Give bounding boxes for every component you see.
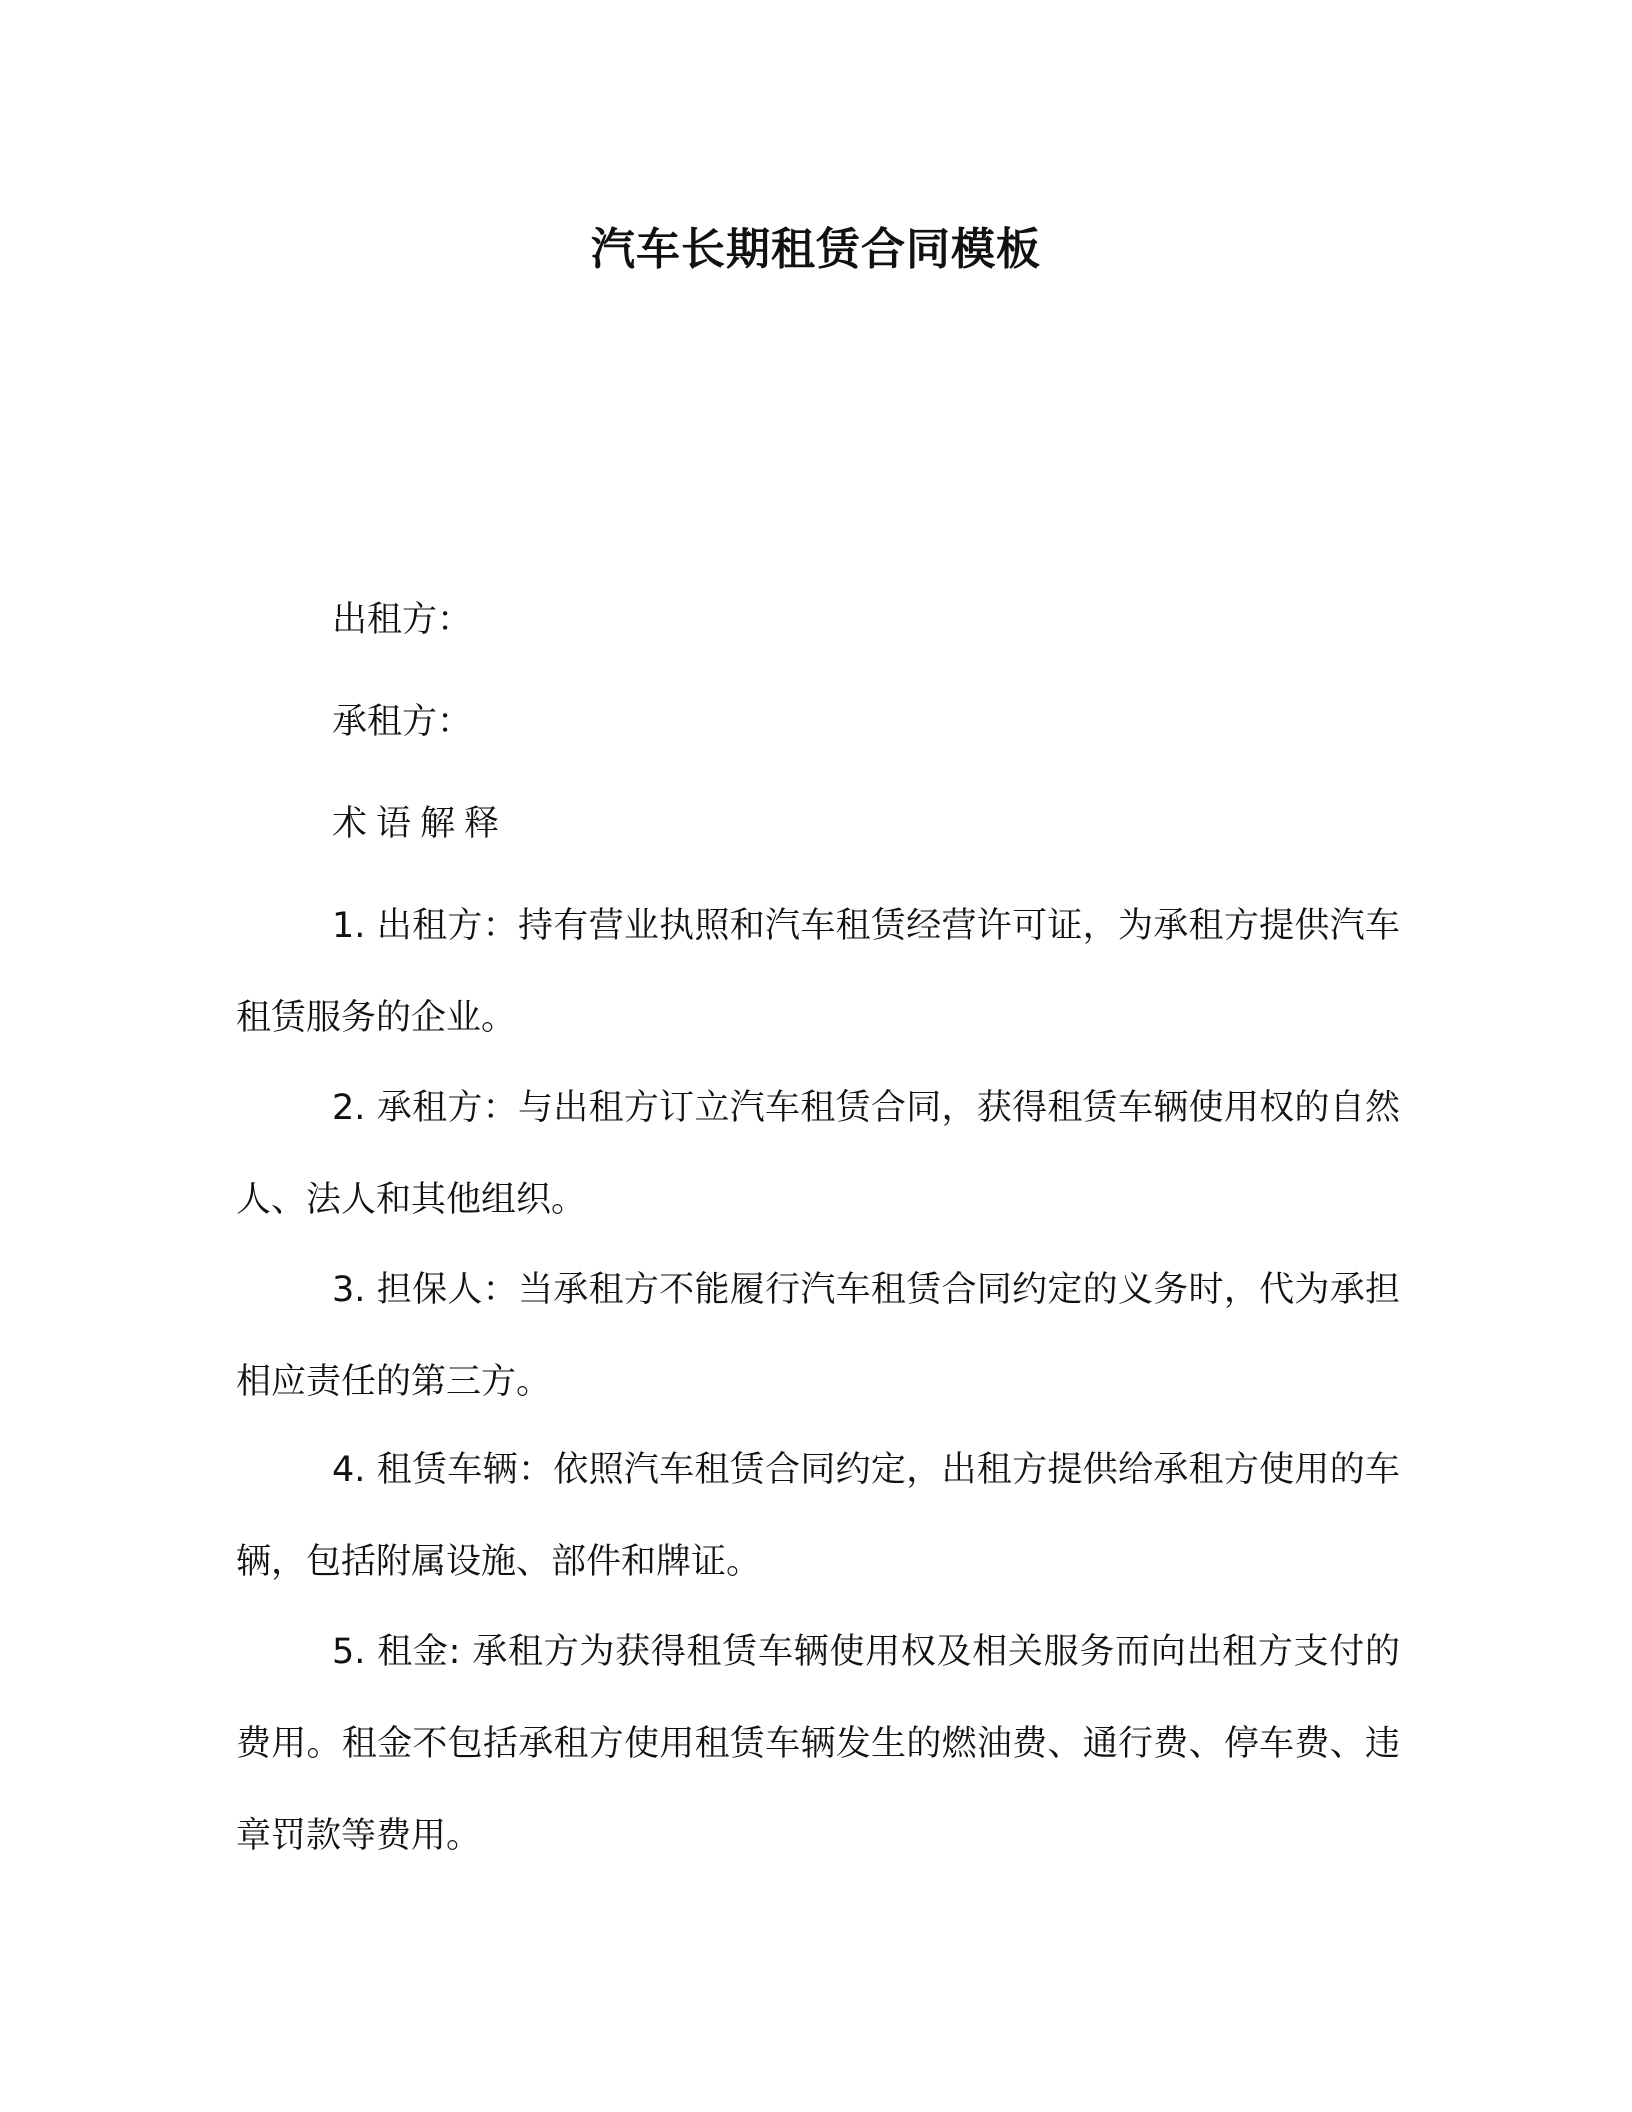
lessee-label: 承租方：: [332, 702, 473, 742]
clause-lessee-definition: 2. 承租方：与出租方订立汽车租赁合同，获得租赁车辆使用权的自然人、法人和其他组织。: [236, 1088, 1400, 1220]
document-title: 汽车长期租赁合同模板: [591, 224, 1041, 275]
clause-lessor-definition: 1. 出租方：持有营业执照和汽车租赁经营许可证，为承租方提供汽车租赁服务的企业。: [236, 906, 1400, 1038]
terms-heading: 术语解释: [332, 804, 509, 844]
lessor-label: 出租方：: [332, 600, 473, 640]
clause-rent-definition: 5. 租金: 承租方为获得租赁车辆使用权及相关服务而向出租方支付的费用。租金不包括承租方使用租赁车辆发生的燃油费、通行费、停车费、违章罚款等费用。: [236, 1632, 1400, 1856]
clause-guarantor-definition: 3. 担保人：当承租方不能履行汽车租赁合同约定的义务时，代为承担相应责任的第三方。: [236, 1270, 1400, 1402]
clause-vehicle-definition: 4. 租赁车辆：依照汽车租赁合同约定，出租方提供给承租方使用的车辆，包括附属设施、部件和牌证。: [236, 1450, 1400, 1582]
